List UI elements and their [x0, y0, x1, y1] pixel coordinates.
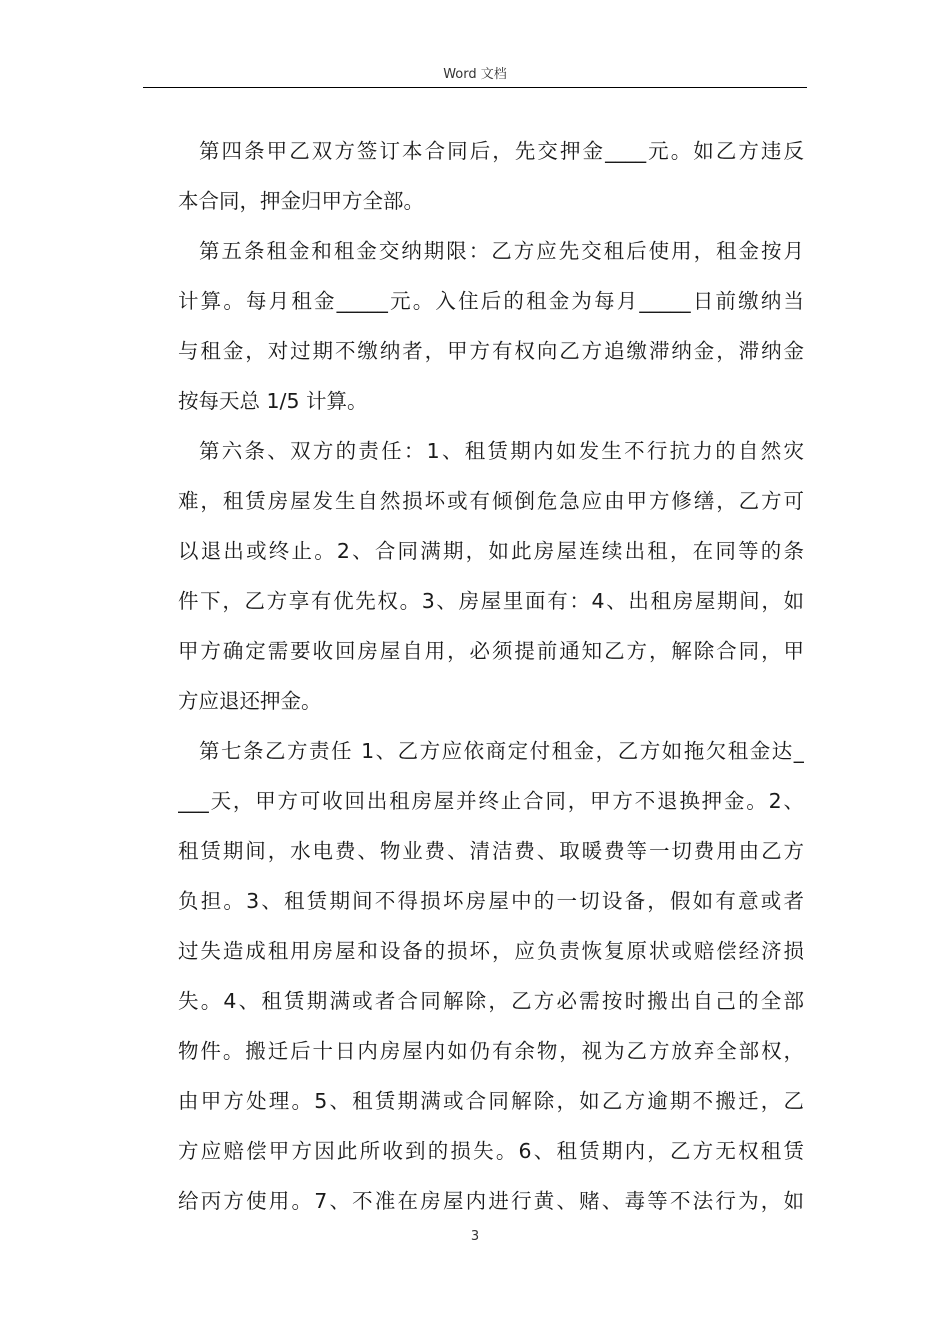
body-line: 第四条甲乙双方签订本合同后，先交押金____元。如乙方违反 [199, 139, 804, 163]
body-line: 第五条租金和租金交纳期限：乙方应先交租后使用，租金按月 [199, 239, 804, 263]
body-line: 负担。3、租赁期间不得损坏房屋中的一切设备，假如有意或者 [178, 889, 804, 913]
body-line: 方应赔偿甲方因此所收到的损失。6、租赁期内，乙方无权租赁 [178, 1139, 804, 1163]
body-line: 租赁期间，水电费、物业费、清洁费、取暖费等一切费用由乙方 [178, 839, 804, 863]
page-header: Word 文档 [443, 67, 507, 82]
body-line: 第六条、双方的责任：1、租赁期内如发生不行抗力的自然灾 [199, 439, 804, 463]
header-divider [143, 87, 807, 88]
body-line: 第七条乙方责任 1、乙方应依商定付租金，乙方如拖欠租金达_ [199, 739, 804, 763]
body-line: 失。4、租赁期满或者合同解除，乙方必需按时搬出自己的全部 [178, 989, 804, 1013]
body-line: 按每天总 1/5 计算。 [178, 389, 368, 413]
document-body [178, 126, 804, 1226]
body-line: 计算。每月租金_____元。入住后的租金为每月_____日前缴纳当 [178, 289, 804, 313]
page-number: 3 [470, 1229, 480, 1244]
body-line: 由甲方处理。5、租赁期满或合同解除，如乙方逾期不搬迁，乙 [178, 1089, 804, 1113]
body-line: 与租金，对过期不缴纳者，甲方有权向乙方追缴滞纳金，滞纳金 [178, 339, 804, 363]
body-line: 给丙方使用。7、不准在房屋内进行黄、赌、毒等不法行为，如 [178, 1189, 804, 1213]
body-line: 难，租赁房屋发生自然损坏或有倾倒危急应由甲方修缮，乙方可 [178, 489, 804, 513]
body-line: 方应退还押金。 [178, 689, 322, 713]
body-line: 件下，乙方享有优先权。3、房屋里面有：4、出租房屋期间，如 [178, 589, 804, 613]
body-line: 本合同，押金归甲方全部。 [178, 189, 424, 213]
body-line: 过失造成租用房屋和设备的损坏，应负责恢复原状或赔偿经济损 [178, 939, 804, 963]
body-line: ___天，甲方可收回出租房屋并终止合同，甲方不退换押金。2、 [178, 789, 804, 813]
body-line: 甲方确定需要收回房屋自用，必须提前通知乙方，解除合同，甲 [178, 639, 804, 663]
body-line: 物件。搬迁后十日内房屋内如仍有余物，视为乙方放弃全部权， [178, 1039, 804, 1063]
body-line: 以退出或终止。2、合同满期，如此房屋连续出租，在同等的条 [178, 539, 804, 563]
